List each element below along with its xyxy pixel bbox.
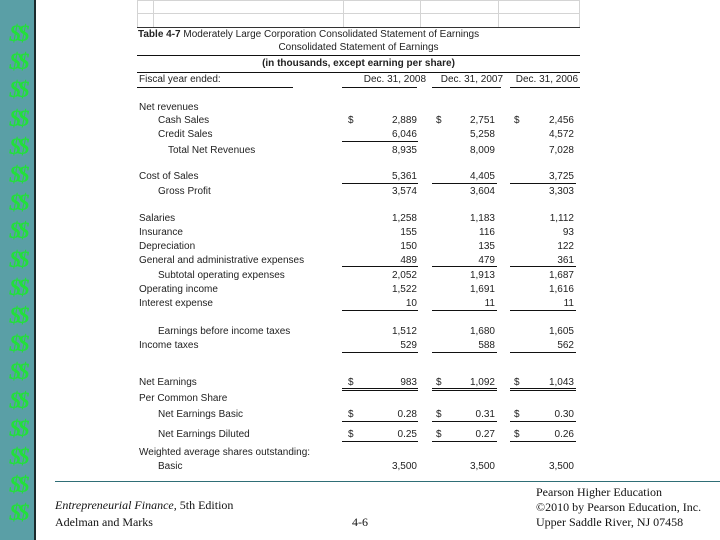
cell-value: 0.30: [554, 409, 574, 420]
dollar-glyph-icon: $$: [9, 49, 27, 75]
dollar-glyph-icon: $$: [9, 162, 27, 187]
cell-value: 2,052: [391, 270, 417, 281]
currency-symbol: $: [436, 377, 442, 388]
cell-value: 1,522: [391, 284, 417, 295]
cell-value: 8,009: [469, 145, 495, 156]
dollar-glyph-icon: $$: [9, 77, 27, 103]
cell-value: 0.28: [397, 409, 417, 420]
sum-rule: [432, 421, 497, 422]
table-subtitle: Consolidated Statement of Earnings: [278, 42, 439, 53]
cell-value: 3,725: [548, 171, 574, 182]
dollar-glyph-icon: $$: [9, 303, 27, 328]
sum-rule: [510, 352, 576, 353]
cell-value: 116: [479, 227, 495, 238]
cell-value: 3,500: [469, 461, 495, 472]
dollar-glyph-icon: $$: [9, 190, 27, 216]
row-label-salaries: Salaries: [139, 213, 176, 224]
sum-rule: [432, 390, 497, 391]
currency-symbol: $: [514, 429, 520, 440]
dollar-glyph-icon: $$: [9, 387, 27, 413]
cell-value: 6,046: [391, 129, 417, 140]
dollar-glyph-icon: $$: [9, 472, 27, 498]
dollar-glyph-icon: $$: [9, 331, 27, 357]
sum-rule: [432, 310, 497, 311]
row-label-weighted-shares: Weighted average shares outstanding:: [139, 447, 311, 458]
sum-rule: [342, 441, 418, 442]
currency-symbol: $: [436, 429, 442, 440]
cell-value: 1,043: [548, 377, 574, 388]
cell-value: 0.26: [554, 429, 574, 440]
divider: [137, 55, 580, 56]
cell-value: 1,687: [548, 270, 574, 281]
sum-rule: [432, 266, 497, 267]
cell-value: 150: [400, 241, 417, 252]
dollar-glyph-icon: $$: [9, 105, 27, 131]
sum-rule: [510, 183, 576, 184]
cell-value: 4,405: [469, 171, 495, 182]
sum-rule: [342, 352, 418, 353]
row-label-eps-diluted: Net Earnings Diluted: [158, 429, 250, 440]
cell-value: 4,572: [548, 129, 574, 140]
sum-rule: [342, 421, 418, 422]
cell-value: 983: [400, 377, 417, 388]
page-number: 4-6: [352, 515, 368, 529]
row-label-eps-basic: Net Earnings Basic: [158, 409, 244, 420]
cell-value: 11: [563, 298, 574, 309]
row-label-operating-income: Operating income: [139, 284, 218, 295]
cell-value: 489: [400, 255, 417, 266]
sum-rule: [342, 390, 418, 391]
sum-rule: [342, 266, 418, 267]
column-header-2006: Dec. 31, 2006: [515, 74, 578, 85]
cell-value: 1,512: [391, 326, 417, 337]
spreadsheet-gridlines: [137, 0, 580, 27]
copyright: ©2010 by Pearson Education, Inc.: [536, 500, 702, 514]
dollar-glyph-icon: $$: [9, 359, 27, 385]
dollar-glyph-icon: $$: [9, 415, 27, 441]
cell-value: 155: [400, 227, 417, 238]
row-label-total-net-revenues: Total Net Revenues: [168, 145, 256, 156]
title-top-rule: [137, 27, 580, 28]
row-label-income-taxes: Income taxes: [139, 340, 199, 351]
cell-value: 10: [405, 298, 417, 309]
cell-value: 11: [484, 298, 495, 309]
cell-value: 1,913: [469, 270, 495, 281]
cell-value: 3,500: [391, 461, 417, 472]
dollar-glyph-icon: $$: [9, 21, 27, 46]
dollar-glyph-icon: $$: [9, 246, 27, 272]
cell-value: 588: [478, 340, 495, 351]
cell-value: 0.31: [475, 409, 495, 420]
sum-rule: [510, 310, 576, 311]
sum-rule: [432, 352, 497, 353]
sum-rule: [432, 183, 497, 184]
cell-value: 2,889: [391, 115, 417, 126]
cell-value: 1,092: [469, 377, 495, 388]
sum-rule: [342, 141, 418, 142]
sum-rule: [510, 421, 576, 422]
sum-rule: [342, 310, 418, 311]
row-label-per-common-share: Per Common Share: [139, 393, 228, 404]
fiscal-year-label: Fiscal year ended:: [139, 74, 221, 85]
units-note: (in thousands, except earning per share): [262, 58, 455, 69]
cell-value: 1,691: [469, 284, 495, 295]
row-label-subtotal-opex: Subtotal operating expenses: [158, 270, 285, 281]
currency-symbol: $: [514, 115, 520, 126]
row-label-interest-expense: Interest expense: [139, 298, 213, 309]
divider: [342, 87, 417, 88]
sum-rule: [342, 183, 418, 184]
column-header-2007: Dec. 31, 2007: [440, 74, 503, 85]
address: Upper Saddle River, NJ 07458: [536, 515, 684, 529]
cell-value: 135: [478, 241, 495, 252]
cell-value: 2,456: [548, 115, 574, 126]
dollar-glyph-icon: $$: [9, 133, 27, 159]
cell-value: 2,751: [469, 115, 495, 126]
currency-symbol: $: [514, 377, 520, 388]
dollar-glyph-icon: $$: [9, 274, 27, 300]
column-header-2008: Dec. 31, 2008: [363, 74, 426, 85]
row-label-gross-profit: Gross Profit: [158, 186, 211, 197]
sum-rule: [432, 388, 497, 389]
cell-value: 3,500: [548, 461, 574, 472]
cell-value: 3,574: [391, 186, 417, 197]
book-title: Entrepreneurial Finance, 5th Edition: [55, 498, 234, 512]
cell-value: 1,258: [391, 213, 417, 224]
cell-value: 479: [478, 255, 495, 266]
sum-rule: [510, 441, 576, 442]
cell-value: 361: [557, 255, 574, 266]
currency-symbol: $: [348, 115, 354, 126]
divider: [432, 87, 501, 88]
currency-symbol: $: [436, 409, 442, 420]
row-label-depreciation: Depreciation: [139, 241, 196, 252]
dollar-glyph-icon: $$: [9, 444, 27, 469]
cell-value: 5,361: [391, 171, 417, 182]
sum-rule: [342, 388, 418, 389]
row-label-insurance: Insurance: [139, 227, 183, 238]
cell-value: 1,183: [469, 213, 495, 224]
cell-value: 8,935: [391, 145, 417, 156]
currency-symbol: $: [348, 377, 354, 388]
decorative-sidebar: [0, 0, 36, 540]
row-label-credit-sales: Credit Sales: [158, 129, 213, 140]
divider: [137, 72, 580, 73]
currency-symbol: $: [348, 429, 354, 440]
divider: [137, 87, 293, 88]
currency-symbol: $: [348, 409, 354, 420]
publisher: Pearson Higher Education: [536, 485, 662, 499]
cell-value: 7,028: [548, 145, 574, 156]
row-label-ebt: Earnings before income taxes: [158, 326, 291, 337]
row-label-cost-of-sales: Cost of Sales: [139, 171, 199, 182]
cell-value: 1,112: [549, 213, 574, 224]
cell-value: 93: [562, 227, 574, 238]
cell-value: 122: [557, 241, 574, 252]
footer-rule: [55, 481, 720, 482]
cell-value: 0.25: [397, 429, 417, 440]
dollar-glyph-icon: $$: [9, 500, 27, 526]
row-label-g-and-a: General and administrative expenses: [139, 255, 305, 266]
row-label-cash-sales: Cash Sales: [158, 115, 210, 126]
cell-value: 0.27: [475, 429, 495, 440]
divider: [510, 87, 580, 88]
row-label-basic-shares: Basic: [158, 461, 183, 472]
currency-symbol: $: [514, 409, 520, 420]
cell-value: 3,604: [469, 186, 495, 197]
cell-value: 529: [400, 340, 417, 351]
cell-value: 1,680: [469, 326, 495, 337]
cell-value: 3,303: [548, 186, 574, 197]
currency-symbol: $: [436, 115, 442, 126]
cell-value: 1,605: [548, 326, 574, 337]
table-title: Table 4-7 Moderately Large Corporation Consolidated Statement of Earnings: [138, 29, 480, 40]
authors: Adelman and Marks: [55, 515, 153, 529]
sum-rule: [510, 390, 576, 391]
cell-value: 5,258: [469, 129, 495, 140]
sum-rule: [510, 266, 576, 267]
dollar-glyph-icon: $$: [9, 218, 27, 244]
cell-value: 1,616: [548, 284, 574, 295]
row-label-net-earnings: Net Earnings: [139, 377, 197, 388]
row-label-net-revenues: Net revenues: [139, 102, 199, 113]
sum-rule: [432, 441, 497, 442]
cell-value: 562: [557, 340, 574, 351]
sum-rule: [510, 388, 576, 389]
